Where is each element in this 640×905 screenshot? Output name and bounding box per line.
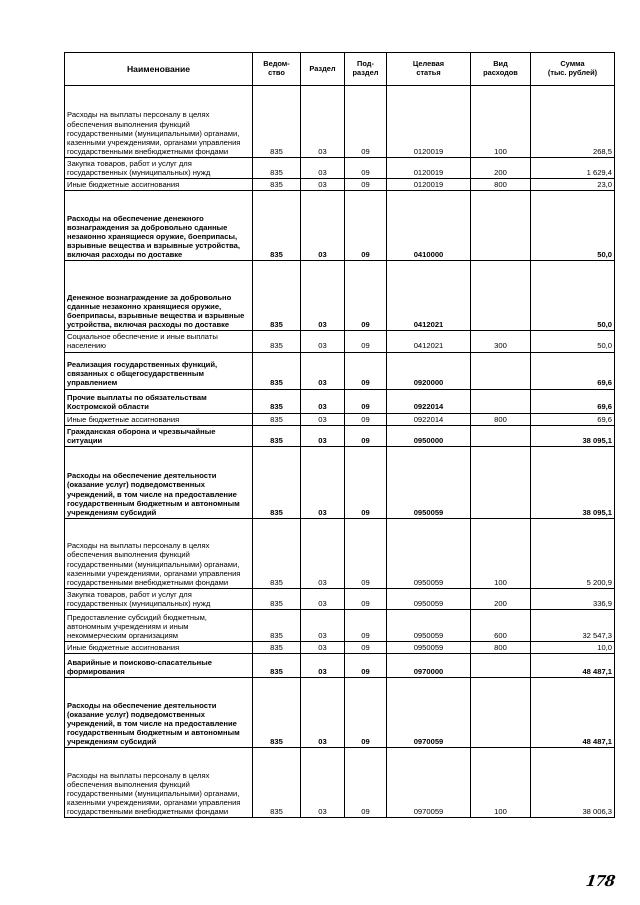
table-row [65,261,615,331]
row-subsection: 09 [345,654,387,678]
row-section: 03 [301,191,345,261]
header-dept: Ведом- ство [253,53,301,86]
row-article: 0950059 [387,588,471,609]
row-article: 0120019 [387,179,471,191]
row-section: 03 [301,642,345,654]
row-sum: 38 006,3 [531,748,615,818]
row-subsection: 09 [345,425,387,446]
row-article: 0920000 [387,352,471,389]
row-subsection: 09 [345,610,387,642]
row-name: Иные бюджетные ассигнования [65,179,253,191]
row-kind [471,446,531,518]
row-sum: 69,6 [531,389,615,413]
row-sum: 38 095,1 [531,446,615,518]
row-name: Аварийные и поисково-спасательные формирования [65,654,253,678]
row-section: 03 [301,678,345,748]
row-dept: 835 [253,654,301,678]
row-kind: 800 [471,642,531,654]
row-dept: 835 [253,352,301,389]
row-kind [471,389,531,413]
header-section: Раздел [301,53,345,86]
row-section: 03 [301,654,345,678]
row-section: 03 [301,352,345,389]
row-name: Денежное вознаграждение за добровольно сданные незаконно хранящиеся оружие, боеприпасы, взрывные вещества и взрывные устройства, включая расходы по доставке [65,261,253,331]
row-subsection: 09 [345,331,387,352]
row-dept: 835 [253,389,301,413]
table-row [65,678,615,748]
row-name: Иные бюджетные ассигнования [65,413,253,425]
row-section: 03 [301,610,345,642]
row-article: 0120019 [387,158,471,179]
table-row [65,588,615,609]
row-section: 03 [301,86,345,158]
row-name: Расходы на выплаты персоналу в целях обеспечения выполнения функций государственными (муниципальными) органами, казенными учреждениями, органами управления государственными внебюджетными фондами [65,748,253,818]
row-article: 0412021 [387,261,471,331]
row-section: 03 [301,425,345,446]
row-subsection: 09 [345,86,387,158]
row-section: 03 [301,518,345,588]
row-article: 0970059 [387,748,471,818]
row-kind: 200 [471,158,531,179]
table-row [65,158,615,179]
row-name: Иные бюджетные ассигнования [65,642,253,654]
table-row [65,331,615,352]
row-dept: 835 [253,748,301,818]
row-section: 03 [301,179,345,191]
row-sum: 48 487,1 [531,654,615,678]
row-dept: 835 [253,588,301,609]
row-kind [471,425,531,446]
row-dept: 835 [253,331,301,352]
row-name: Социальное обеспечение и иные выплаты населению [65,331,253,352]
row-kind [471,191,531,261]
table-row [65,191,615,261]
row-dept: 835 [253,425,301,446]
table-row [65,352,615,389]
row-section: 03 [301,748,345,818]
row-article: 0950059 [387,518,471,588]
row-kind [471,352,531,389]
row-section: 03 [301,331,345,352]
row-sum: 268,5 [531,86,615,158]
row-dept: 835 [253,413,301,425]
row-dept: 835 [253,191,301,261]
row-dept: 835 [253,86,301,158]
row-subsection: 09 [345,191,387,261]
row-dept: 835 [253,179,301,191]
row-name: Расходы на выплаты персоналу в целях обеспечения выполнения функций государственными (муниципальными) органами, казенными учреждениями, органами управления государственными внебюджетными фондами [65,518,253,588]
row-kind: 100 [471,86,531,158]
row-kind: 600 [471,610,531,642]
row-kind: 200 [471,588,531,609]
row-sum: 50,0 [531,191,615,261]
row-section: 03 [301,261,345,331]
row-sum: 38 095,1 [531,425,615,446]
row-sum: 48 487,1 [531,678,615,748]
table-row [65,86,615,158]
table-row [65,748,615,818]
row-subsection: 09 [345,588,387,609]
row-subsection: 09 [345,413,387,425]
row-subsection: 09 [345,678,387,748]
row-section: 03 [301,158,345,179]
row-dept: 835 [253,678,301,748]
row-article: 0950059 [387,642,471,654]
table-header [65,53,615,86]
row-sum: 5 200,9 [531,518,615,588]
row-dept: 835 [253,158,301,179]
row-section: 03 [301,413,345,425]
table-row [65,518,615,588]
header-sum: Сумма (тыс. рублей) [531,53,615,86]
row-subsection: 09 [345,446,387,518]
row-section: 03 [301,446,345,518]
table-row [65,654,615,678]
row-kind: 800 [471,413,531,425]
row-name: Закупка товаров, работ и услуг для государственных (муниципальных) нужд [65,588,253,609]
budget-table [64,52,615,818]
row-article: 0922014 [387,389,471,413]
row-sum: 10,0 [531,642,615,654]
row-kind [471,678,531,748]
row-sum: 50,0 [531,261,615,331]
row-sum: 1 629,4 [531,158,615,179]
row-kind: 800 [471,179,531,191]
row-subsection: 09 [345,352,387,389]
row-name: Расходы на обеспечение денежного вознаграждения за добровольно сданные незаконно хранящиеся оружие, боеприпасы, взрывные вещества и взрывные устройства, включая расходы по доставке [65,191,253,261]
row-sum: 336,9 [531,588,615,609]
row-sum: 50,0 [531,331,615,352]
row-kind: 100 [471,518,531,588]
header-name: Наименование [65,53,253,86]
row-dept: 835 [253,446,301,518]
row-article: 0970000 [387,654,471,678]
row-article: 0950059 [387,610,471,642]
row-article: 0412021 [387,331,471,352]
table-body [65,86,615,818]
row-subsection: 09 [345,642,387,654]
row-kind: 100 [471,748,531,818]
row-dept: 835 [253,518,301,588]
row-subsection: 09 [345,389,387,413]
table-row [65,413,615,425]
row-subsection: 09 [345,179,387,191]
table-row [65,610,615,642]
row-section: 03 [301,389,345,413]
row-article: 0950000 [387,425,471,446]
row-kind [471,261,531,331]
row-subsection: 09 [345,518,387,588]
table-row [65,425,615,446]
row-name: Предоставление субсидий бюджетным, автономным учреждениям и иным некоммерческим организациям [65,610,253,642]
row-article: 0410000 [387,191,471,261]
table-row [65,179,615,191]
header-article: Целевая статья [387,53,471,86]
row-name: Закупка товаров, работ и услуг для государственных (муниципальных) нужд [65,158,253,179]
row-name: Расходы на обеспечение деятельности (оказание услуг) подведомственных учреждений, в том числе на предоставление государственным бюджетным и автономным учреждениям субсидий [65,446,253,518]
row-dept: 835 [253,261,301,331]
row-dept: 835 [253,610,301,642]
row-subsection: 09 [345,748,387,818]
row-sum: 69,6 [531,413,615,425]
row-name: Прочие выплаты по обязательствам Костромской области [65,389,253,413]
row-sum: 32 547,3 [531,610,615,642]
row-subsection: 09 [345,158,387,179]
row-name: Реализация государственных функций, связанных с общегосударственным управлением [65,352,253,389]
row-name: Расходы на выплаты персоналу в целях обеспечения выполнения функций государственными (муниципальными) органами, казенными учреждениями, органами управления государственными внебюджетными фондами [65,86,253,158]
row-article: 0120019 [387,86,471,158]
row-dept: 835 [253,642,301,654]
row-article: 0970059 [387,678,471,748]
row-subsection: 09 [345,261,387,331]
header-row [65,53,615,86]
table-row [65,642,615,654]
header-kind: Вид расходов [471,53,531,86]
row-kind: 300 [471,331,531,352]
table-row [65,389,615,413]
row-article: 0950059 [387,446,471,518]
row-sum: 23,0 [531,179,615,191]
page-number: 178 [584,872,616,890]
header-subsection: Под- раздел [345,53,387,86]
row-sum: 69,6 [531,352,615,389]
row-article: 0922014 [387,413,471,425]
row-kind [471,654,531,678]
row-name: Расходы на обеспечение деятельности (оказание услуг) подведомственных учреждений, в том числе на предоставление государственным бюджетным и автономным учреждениям субсидий [65,678,253,748]
row-name: Гражданская оборона и чрезвычайные ситуации [65,425,253,446]
table-row [65,446,615,518]
row-section: 03 [301,588,345,609]
